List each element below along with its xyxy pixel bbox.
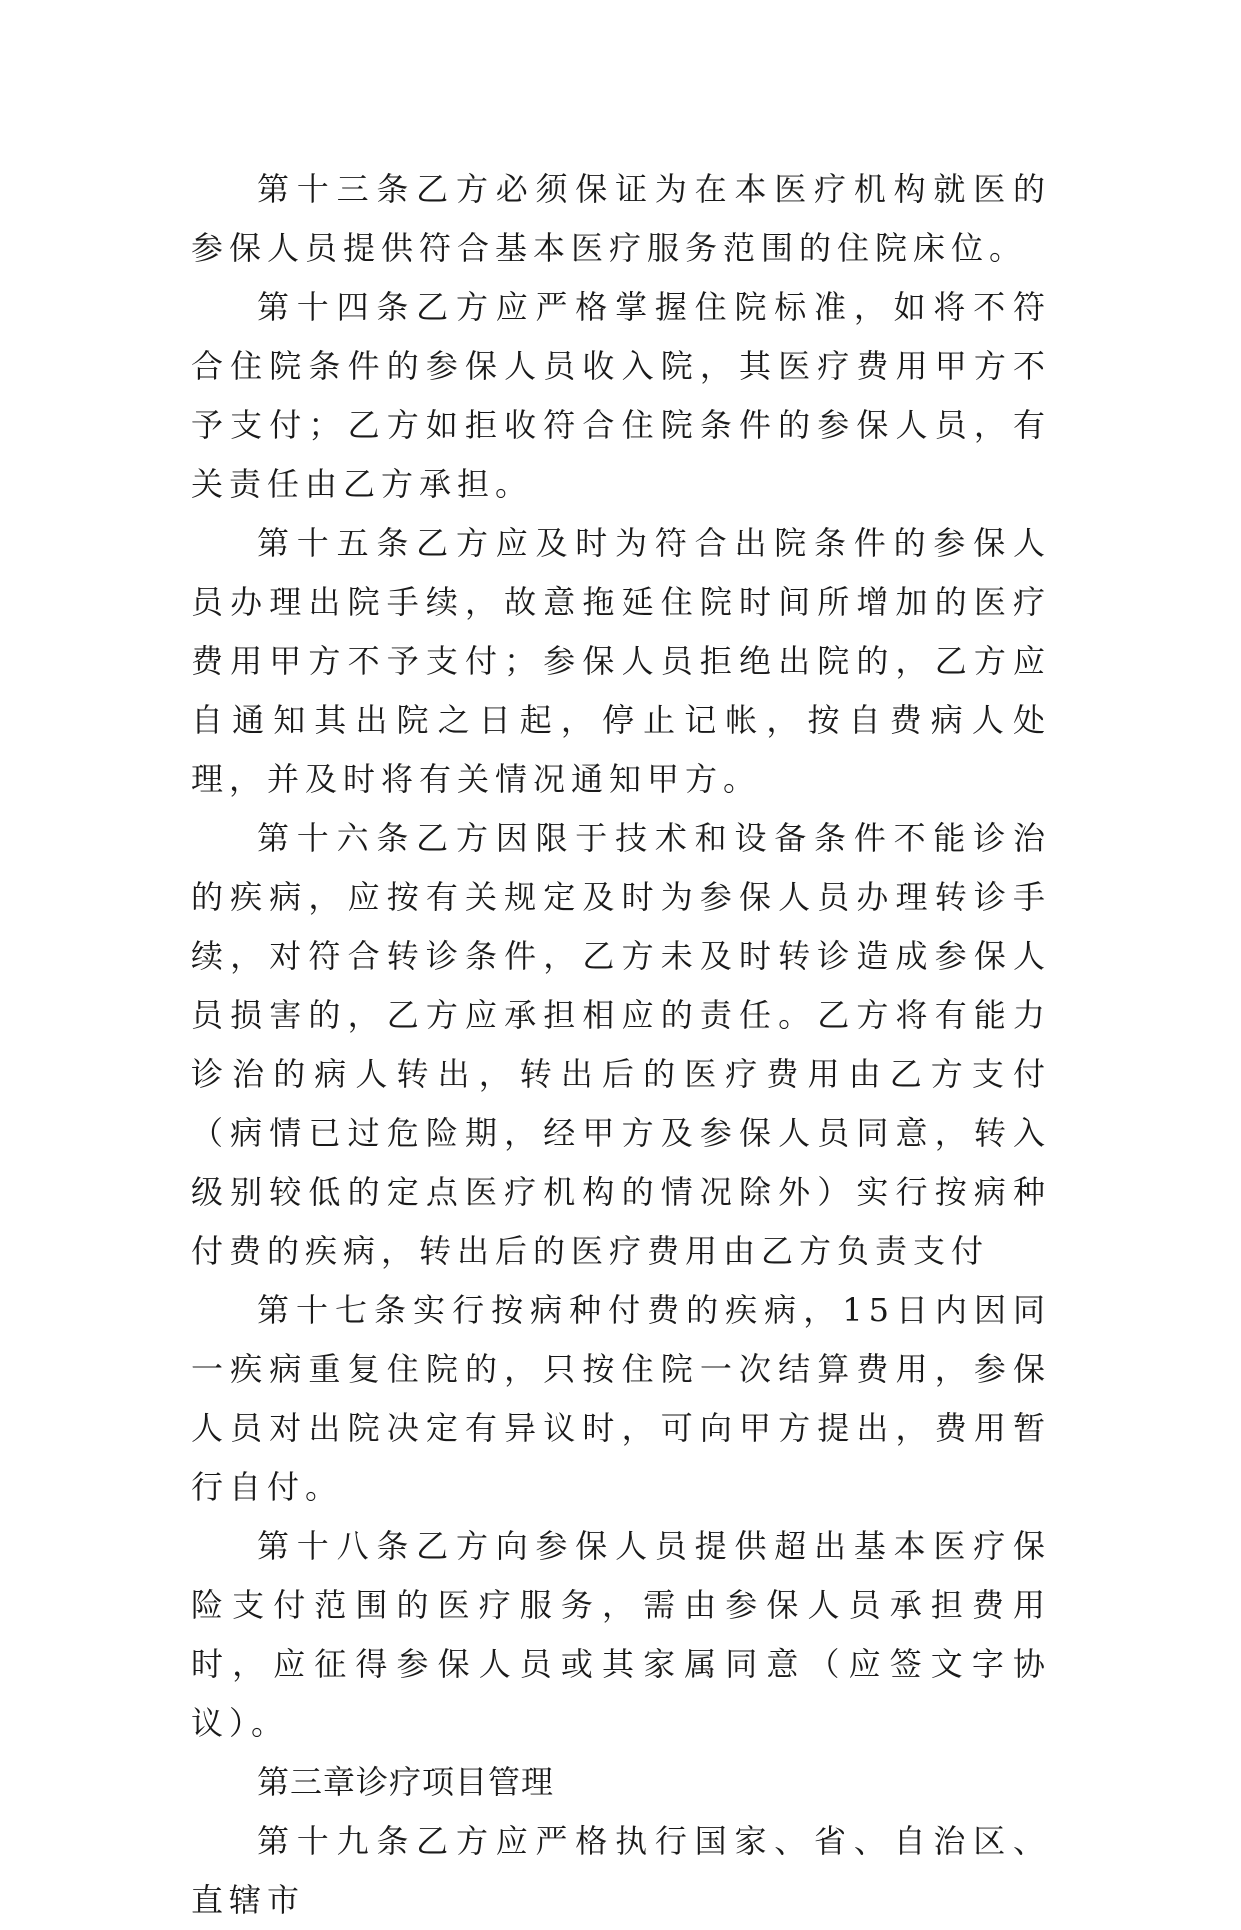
article-18-paragraph: 第十八条乙方向参保人员提供超出基本医疗保险支付范围的医疗服务，需由参保人员承担费用时，应征得参保人员或其家属同意（应签文字协议）。: [191, 1527, 1051, 1742]
article-14-paragraph: 第十四条乙方应严格掌握住院标准，如将不符合住院条件的参保人员收入院，其医疗费用甲方不予支付；乙方如拒收符合住院条件的参保人员，有关责任由乙方承担。: [191, 288, 1051, 503]
article-19-paragraph: 第十九条乙方应严格执行国家、省、自治区、直辖市: [191, 1822, 1051, 1919]
article-16-paragraph: 第十六条乙方因限于技术和设备条件不能诊治的疾病，应按有关规定及时为参保人员办理转诊手续，对符合转诊条件，乙方未及时转诊造成参保人员损害的，乙方应承担相应的责任。乙方将有能力诊治的病人转出，转出后的医疗费用由乙方支付（病情已过危险期，经甲方及参保人员同意，转入级别较低的定点医疗机构的情况除外）实行按病种付费的疾病，转出后的医疗费用由乙方负责支付: [191, 819, 1051, 1270]
article-13-paragraph: 第十三条乙方必须保证为在本医疗机构就医的参保人员提供符合基本医疗服务范围的住院床位。: [191, 170, 1051, 267]
article-17-paragraph: 第十七条实行按病种付费的疾病，15日内因同一疾病重复住院的，只按住院一次结算费用，参保人员对出院决定有异议时，可向甲方提出，费用暂行自付。: [191, 1291, 1051, 1506]
chapter-3-heading: 第三章诊疗项目管理: [257, 1763, 555, 1801]
document-body: [191, 160, 1051, 1930]
article-15-paragraph: 第十五条乙方应及时为符合出院条件的参保人员办理出院手续，故意拖延住院时间所增加的医疗费用甲方不予支付；参保人员拒绝出院的，乙方应自通知其出院之日起，停止记帐，按自费病人处理，并及时将有关情况通知甲方。: [191, 524, 1051, 798]
